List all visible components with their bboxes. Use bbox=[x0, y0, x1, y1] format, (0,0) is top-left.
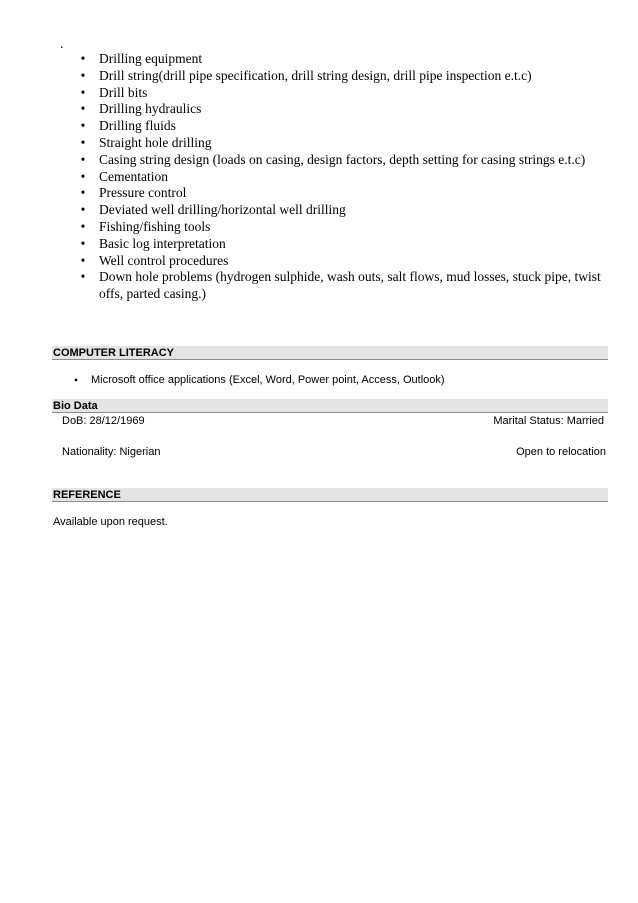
skill-text: Drilling hydraulics bbox=[99, 101, 202, 117]
skill-text: Down hole problems (hydrogen sulphide, wash outs, salt flows, mud losses, stuck pipe, twist offs, parted casing.) bbox=[99, 269, 601, 302]
skill-item bbox=[78, 51, 608, 68]
skill-item bbox=[78, 152, 608, 169]
nationality: Nationality: Nigerian bbox=[62, 446, 161, 458]
skill-item bbox=[78, 253, 608, 270]
date-of-birth: DoB: 28/12/1969 bbox=[62, 415, 145, 427]
bio-data-heading: Bio Data bbox=[52, 399, 608, 413]
skill-item bbox=[78, 185, 608, 202]
skill-item bbox=[78, 68, 608, 85]
bullet-icon: • bbox=[80, 151, 86, 167]
drilling-skills-list bbox=[78, 51, 608, 303]
skill-text: Drill bits bbox=[99, 84, 148, 100]
bullet-icon: • bbox=[80, 101, 86, 117]
bullet-icon: • bbox=[80, 252, 86, 268]
bullet-icon: • bbox=[80, 235, 86, 251]
computer-literacy-item bbox=[72, 373, 445, 387]
reference-heading: REFERENCE bbox=[52, 488, 608, 502]
skill-text: Drilling fluids bbox=[99, 118, 176, 134]
skill-item bbox=[78, 202, 608, 219]
bullet-icon: • bbox=[80, 269, 86, 285]
skill-text: Drilling equipment bbox=[99, 51, 203, 66]
skill-item bbox=[78, 236, 608, 253]
skill-item bbox=[78, 219, 608, 236]
bullet-icon: • bbox=[80, 134, 86, 150]
skill-text: Straight hole drilling bbox=[99, 134, 212, 150]
skill-text: Casing string design (loads on casing, design factors, depth setting for casing strings e.t.c) bbox=[99, 151, 586, 167]
bullet-icon: • bbox=[80, 218, 86, 234]
skill-text: Drill string(drill pipe specification, drill string design, drill pipe inspection e.t.c) bbox=[99, 67, 532, 83]
computer-literacy-list bbox=[72, 373, 445, 387]
bullet-icon: • bbox=[80, 84, 86, 100]
reference-text: Available upon request. bbox=[53, 516, 168, 528]
bullet-icon: • bbox=[80, 118, 86, 134]
skill-item bbox=[78, 169, 608, 186]
skill-text: Deviated well drilling/horizontal well drilling bbox=[99, 202, 346, 218]
skill-item bbox=[78, 101, 608, 118]
marital-status: Marital Status: Married bbox=[493, 415, 604, 427]
bullet-icon: • bbox=[80, 202, 86, 218]
computer-literacy-heading: COMPUTER LITERACY bbox=[52, 346, 608, 360]
skill-text: Basic log interpretation bbox=[99, 235, 226, 251]
stray-mark: . bbox=[60, 37, 64, 52]
bullet-icon: • bbox=[80, 185, 86, 201]
skill-item bbox=[78, 135, 608, 152]
skill-text: Pressure control bbox=[99, 185, 187, 201]
bullet-icon: • bbox=[80, 168, 86, 184]
skill-item bbox=[78, 118, 608, 135]
skill-item bbox=[78, 85, 608, 102]
computer-literacy-text: Microsoft office applications (Excel, Word, Power point, Access, Outlook) bbox=[91, 374, 445, 386]
bullet-icon: • bbox=[80, 67, 86, 83]
relocation-status: Open to relocation bbox=[516, 446, 606, 458]
skill-text: Well control procedures bbox=[99, 252, 229, 268]
skill-text: Fishing/fishing tools bbox=[99, 218, 211, 234]
bullet-icon: • bbox=[73, 373, 79, 387]
skill-text: Cementation bbox=[99, 168, 168, 184]
skill-item bbox=[78, 269, 608, 303]
bullet-icon: • bbox=[80, 51, 86, 66]
